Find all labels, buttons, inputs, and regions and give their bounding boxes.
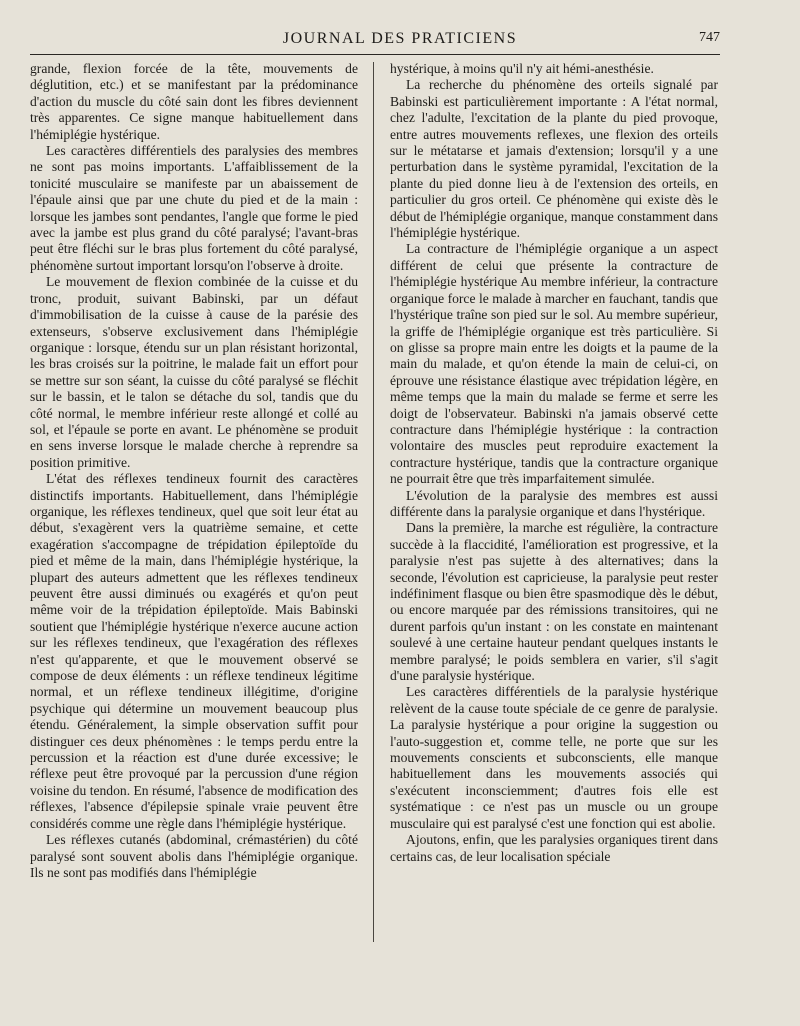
paragraph: Les caractères différentiels des paralysies des membres ne sont pas moins importants. L'affaiblissement de la tonicité musculaire se manifeste par un abaissement de l'épaule ainsi que par une chute du pied et de la main : lorsque les jambes sont pendantes, l'angle que forme le pied avec la jambe est plus grand du côté paralysé; l'avant-bras peut être fléchi sur le bras plus fortement du côté paralysé, phénomène surtout important lorsqu'on l'observe à droite. xyxy=(30,143,358,273)
left-column xyxy=(30,61,358,951)
right-column xyxy=(390,61,718,951)
paragraph: Dans la première, la marche est régulière, la contracture succède à la flaccidité, l'amélioration est progressive, et la paralysie n'est pas sujette à des alternatives; dans la seconde, l'évolution est capricieuse, la paralysie peut rester indéfiniment flasque ou bien être spasmodique dès le début, ou encore marquée par des rémissions transitoires, qui ne durent parfois qu'un instant : on les constate en maintenant soulevé à une certaine hauteur pendant quelques instants le membre paralysé; le poids semblera en varier, s'il s'agit d'une paralysie hystérique. xyxy=(390,520,718,684)
paragraph: La contracture de l'hémiplégie organique a un aspect différent de celui que présente la contracture de l'hémiplégie hystérique Au membre inférieur, la contracture organique force le malade à marcher en fauchant, tandis que l'hystérique traîne son pied sur le sol. Au membre supérieur, la griffe de l'hémiplégie organique est très particulière. Si on glisse sa propre main entre les doigts et la paume de la main du malade, et qu'on étende la main de celui-ci, on éprouve une résistance élastique avec trépidation légère, en même temps que la main du malade se ferme et serre les doigt de l'observateur. Babinski n'a jamais observé cette contracture dans l'hémiplégie hystérique : la contraction volontaire des muscles peut reproduire exactement la contracture hystérique, tandis que la contracture organique ne pourrait être que très imparfaitement simulée. xyxy=(390,241,718,487)
paragraph: hystérique, à moins qu'il n'y ait hémi-anesthésie. xyxy=(390,61,654,76)
running-head xyxy=(30,30,720,52)
page-number: 747 xyxy=(699,30,720,45)
column-divider xyxy=(373,62,374,942)
paragraph: La recherche du phénomène des orteils signalé par Babinski est particulièrement importante : A l'état normal, chez l'adulte, l'excitation de la plante du pied provoque, entre autres mouvements reflexes, une flexion des orteils sur le métatarse et jamais d'extension; lorsqu'il y a une perturbation dans le système pyramidal, l'excitation de la plante du pied donne lieu à de l'extension des orteils, en particulier du gros orteil. Ce phénomène qui existe dès le début de l'hémiplégie organique, manque constamment dans l'hémiplégie hystérique. xyxy=(390,77,718,241)
paragraph: Les caractères différentiels de la paralysie hystérique relèvent de la cause toute spéciale de ce genre de paralysie. La paralysie hystérique a pour origine la suggestion ou l'auto-suggestion et, comme telle, ne porte que sur les mouvements conscients et subconscients, elle manque habituellement dans les mouvements associés qui s'exécutent inconsciemment; d'autres fois elle est systématique : ce n'est pas un muscle ou un groupe musculaire qui est paralysé c'est une fonction qui est abolie. xyxy=(390,684,718,831)
header-rule xyxy=(30,54,720,55)
paragraph: L'état des réflexes tendineux fournit des caractères distinctifs importants. Habituellement, dans l'hémiplégie organique, les réflexes tendineux, quel que soit leur état au début, s'exagèrent vers la quatrième semaine, et cette exagération s'accompagne de trépidation épileptoïde du pied et même de la main, dans l'hémiplégie hystérique, la plupart des auteurs admettent que les réflexes tendineux peuvent être aussi diminués ou exagérés et qu'on peut même voir de la trépidation épileptoïde. Mais Babinski soutient que l'hémiplégie hystérique n'exerce aucune action sur les réflexes tendineux, que l'exagération des réflexes n'est qu'apparente, et que le mouvement observé se compose de deux éléments : un réflexe tendineux légitime normal, et un réflexe tendineux illégitime, d'origine psychique qui détermine un mouvement beaucoup plus étendu. Généralement, la simple observation suffit pour distinguer ces deux phénomènes : le temps perdu entre la percussion et la réaction est d'une durée excessive; le réflexe peut être provoqué par la percussion d'une région voisine du tendon. En résumé, l'absence de modification des réflexes, l'absence d'épilepsie spinale vraie peuvent être considérés comme une règle dans l'hémiplégie hystérique. xyxy=(30,471,358,831)
paragraph: grande, flexion forcée de la tête, mouvements de déglutition, etc.) et se manifestant par la prédominance d'action du muscle du côté sain dont les fibres deviennent très apparentes. Ce signe manque habituellement dans l'hémiplégie hystérique. xyxy=(30,61,358,142)
paragraph: Ajoutons, enfin, que les paralysies organiques tirent dans certains cas, de leur localisation spéciale xyxy=(390,832,718,864)
paragraph: L'évolution de la paralysie des membres est aussi différente dans la paralysie organique et dans l'hystérique. xyxy=(390,487,718,519)
journal-title: JOURNAL DES PRATICIENS xyxy=(282,30,518,47)
paragraph: Le mouvement de flexion combinée de la cuisse et du tronc, produit, suivant Babinski, par un défaut d'immobilisation de la cuisse à cause de la parésie des extenseurs, s'observe exclusivement dans l'hémiplégie organique : lorsque, étendu sur un plan résistant horizontal, les bras croisés sur la poitrine, le malade fait un effort pour se mettre sur son séant, la cuisse du côté paralysé se fléchit sur le bassin, et le talon se détache du sol, tandis que du côté normal, le membre inférieur reste allongé et collé au sol, et l'épaule se porte en avant. Le phénomène se produit en sens inverse lorsque le malade cherche à reprendre sa position primitive. xyxy=(30,274,358,470)
paragraph: Les réflexes cutanés (abdominal, crémastérien) du côté paralysé sont souvent abolis dans l'hémiplégie organique. Ils ne sont pas modifiés dans l'hémiplégie xyxy=(30,832,358,880)
